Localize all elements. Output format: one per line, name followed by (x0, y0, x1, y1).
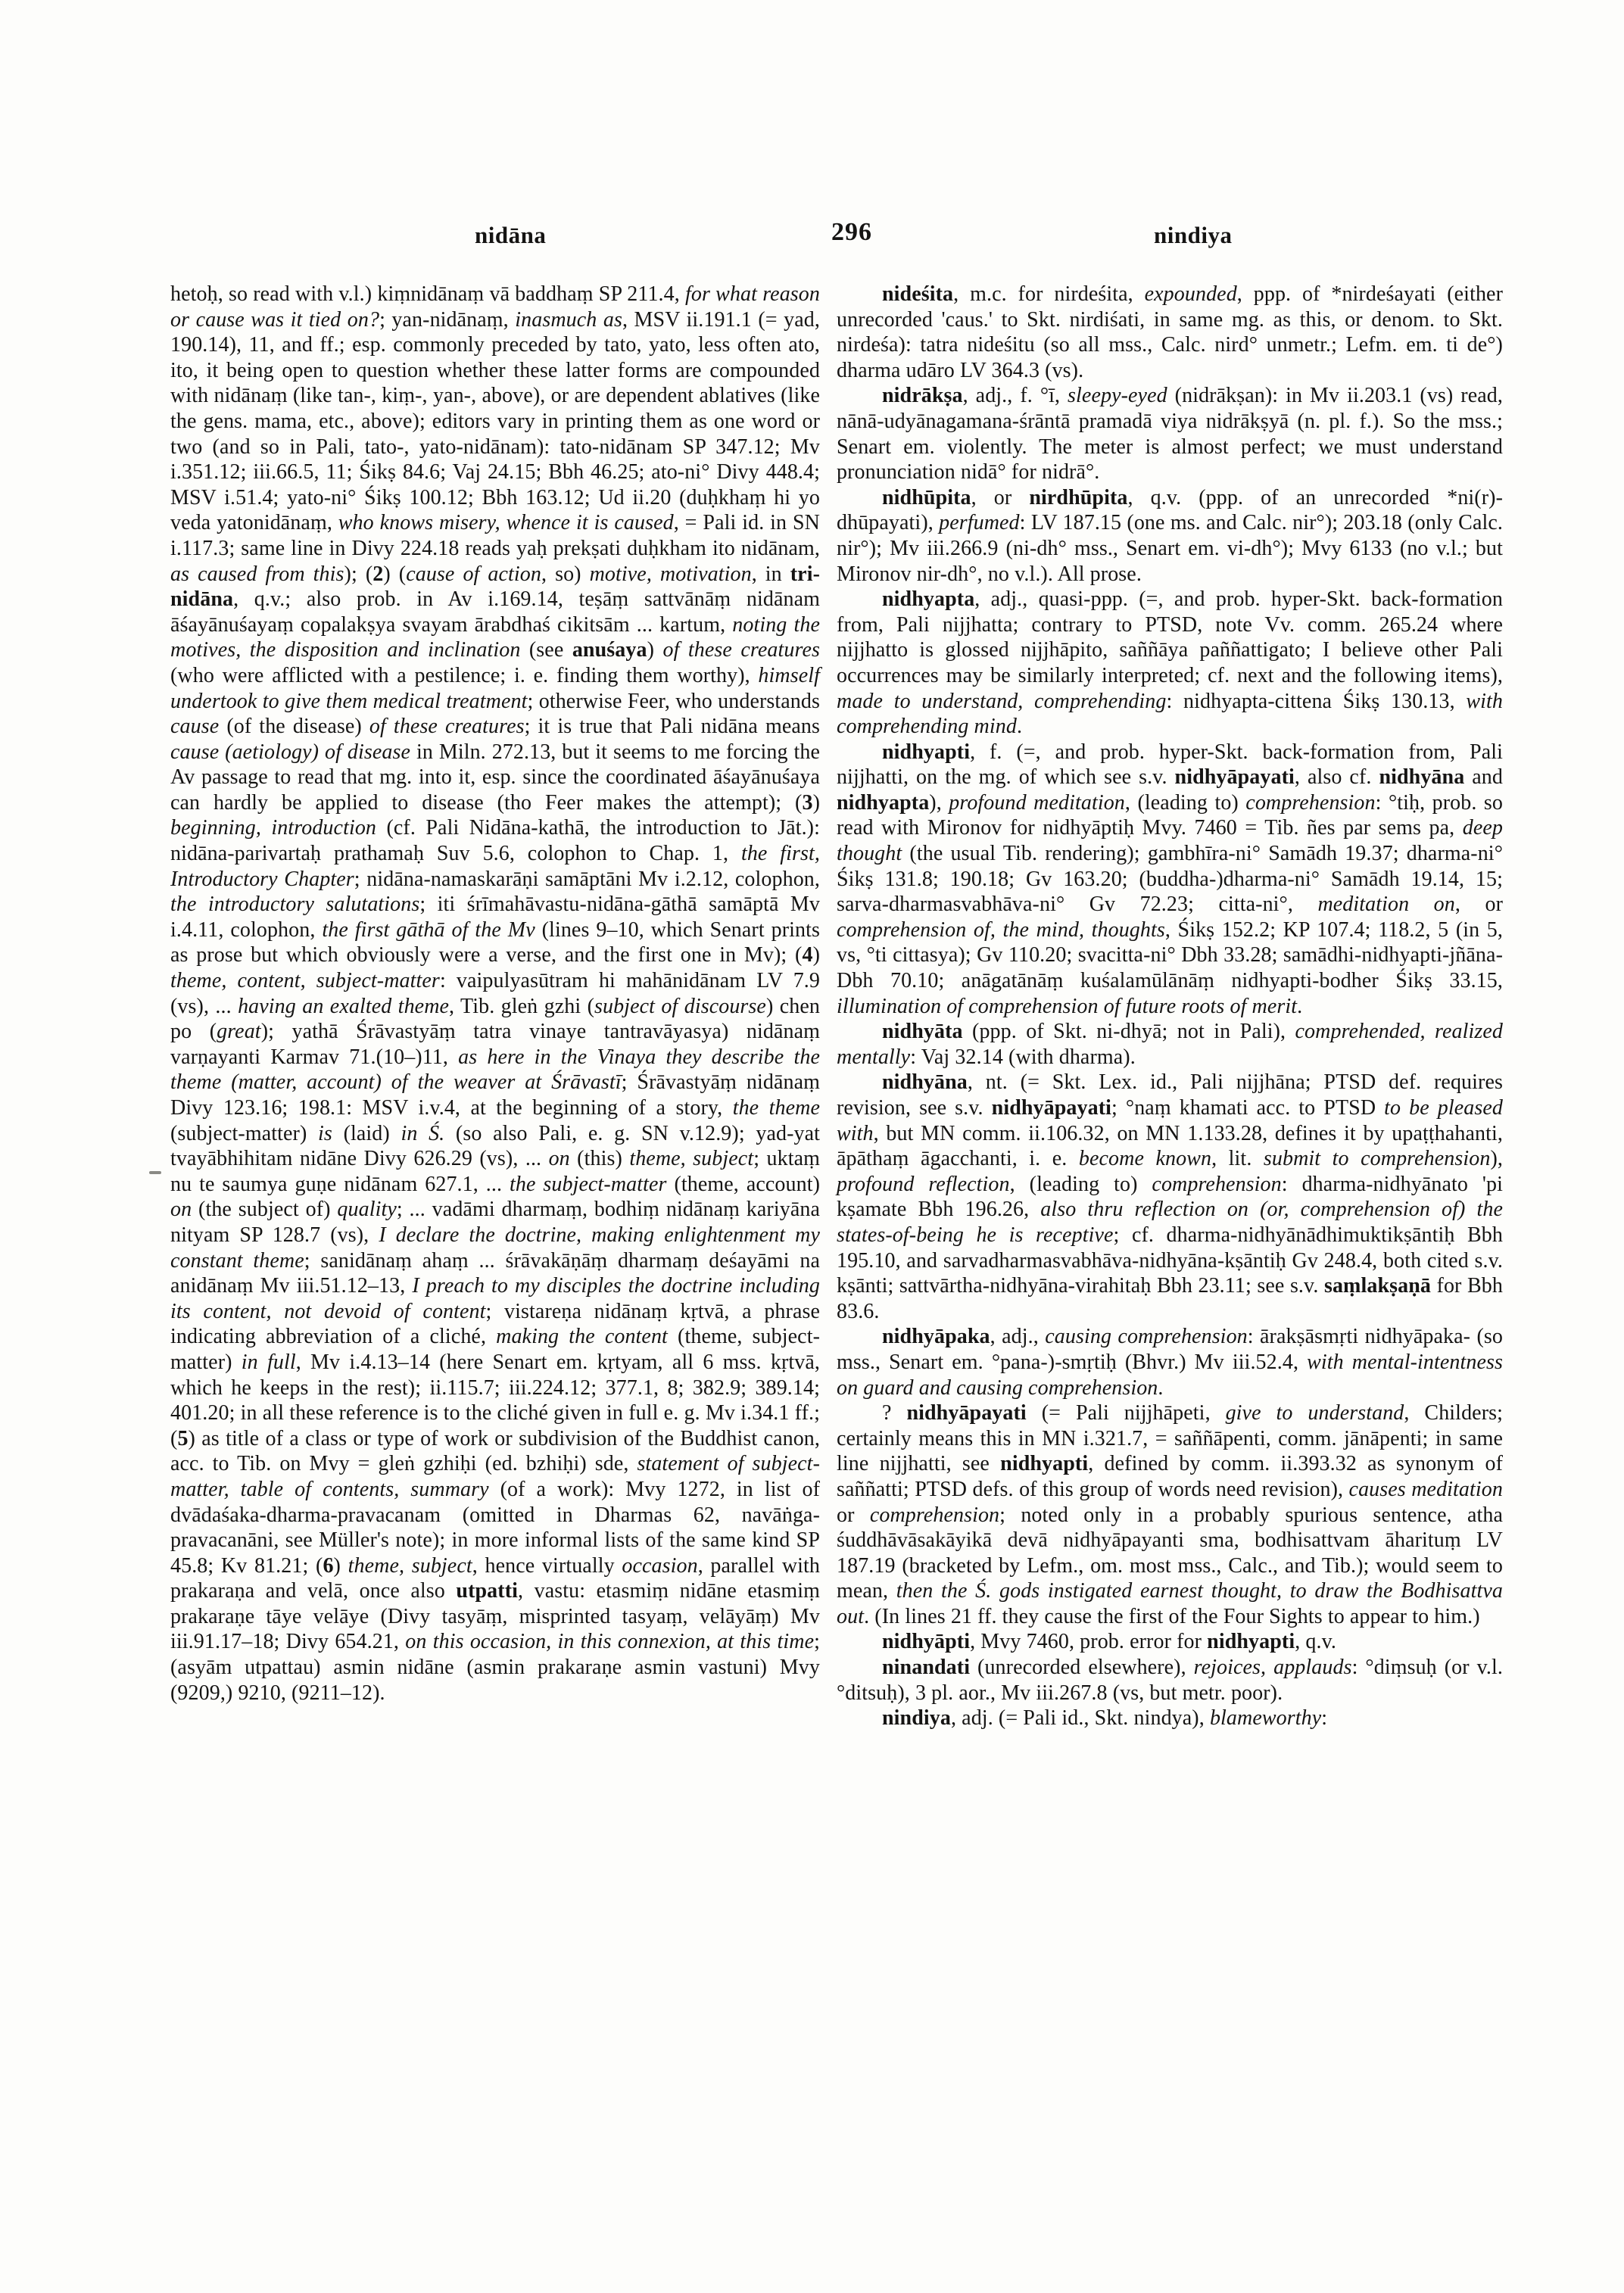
text-run: : dharma-nidhyānato 'pi kṣamate Bbh 196.26, (837, 1172, 1504, 1222)
text-run: ; otherwise Feer, who understands (527, 689, 821, 713)
text-run: : Vaj 32.14 (with dharma). (910, 1045, 1136, 1069)
text-run: , ppp. of *nirdeśayati (either unrecorded 'caus.' to Skt. nirdiśati, in same mg. as this, or denom. to Skt. nirdeśa): tatra nideśitu (so all mss., Calc. nird° unmetr.; Lefm. em. ti de°) dharma udāro LV 364.3 (vs). (837, 282, 1503, 382)
italic-run: on (170, 1198, 192, 1222)
text-run: ) chen po ( (170, 994, 820, 1044)
italic-run: quality (337, 1198, 397, 1222)
text-run: ); ( (344, 562, 373, 586)
text-run: (the subject of) (192, 1198, 338, 1222)
text-run: ) (647, 638, 663, 662)
text-run: , adj., (990, 1325, 1046, 1349)
text-run: ; sanidānaṃ ahaṃ ... śrāvakāṇāṃ dharmaṃ deśayāmi na anidānaṃ Mv iii.51.12–13, (170, 1248, 820, 1298)
text-run: (unrecorded elsewhere), (970, 1656, 1194, 1680)
left-column (170, 282, 820, 1731)
italic-run: expounded (1144, 282, 1237, 306)
text-run: , q.v. (1295, 1630, 1337, 1654)
text-run: : nidhyapta-cittena Śikṣ 130.13, (1166, 689, 1467, 713)
italic-run: in Ś. (401, 1121, 445, 1145)
italic-run: give to understand (1225, 1401, 1404, 1425)
text-run: ? (882, 1401, 907, 1425)
text-run: . (1158, 1375, 1164, 1400)
text-run: , q.v. (ppp. of an unrecorded *ni(r)-dhūpayati), (837, 485, 1503, 535)
italic-run: statement of subject-matter, table of contents, summary (170, 1452, 820, 1501)
entry-paragraph (837, 1706, 1503, 1731)
text-run: , lit. (1211, 1147, 1264, 1171)
bold-run: nidhyapta (882, 587, 975, 612)
text-run: ; uktaṃ nu te saumya guṇe nidānam 627.1, ... (170, 1147, 820, 1196)
bold-run: nindiya (882, 1706, 951, 1731)
text-run: , m.c. for nirdeśita, (953, 282, 1145, 306)
text-run: ; (asyām utpattau) asmin nidāne (asmin prakaraṇe asmin vastuni) Mvy (9209,) 9210, (9211–12). (170, 1630, 821, 1705)
bold-run: anuśaya (572, 638, 647, 662)
entry-paragraph (837, 1324, 1503, 1400)
italic-run: on (548, 1147, 570, 1171)
bold-run: 5 (177, 1426, 189, 1450)
entry-paragraph (837, 1400, 1503, 1629)
italic-run: the first, Introductory Chapter (170, 842, 821, 891)
italic-run: meditation on (1317, 893, 1455, 917)
entry-paragraph (837, 1629, 1503, 1655)
entry-paragraph (837, 1019, 1503, 1070)
entry-paragraph (837, 740, 1503, 1020)
text-run: ; Śrāvastyāṃ nidānaṃ Divy 123.16; 198.1: MSV i.v.4, at the beginning of a story, (170, 1070, 820, 1120)
text-run: , (leading to) (1124, 790, 1246, 815)
text-run: (see (520, 638, 572, 662)
bold-run: nidhyapti (1000, 1452, 1089, 1476)
bold-run: nidhyāpayati (906, 1401, 1027, 1425)
bold-run: nidhyāna (1379, 765, 1465, 790)
text-run: ; nidāna-namaskarāṇi samāptāni Mv i.2.12, colophon, (354, 867, 820, 891)
text-run: ) (812, 943, 820, 967)
text-run: , (leading to) (1009, 1172, 1152, 1196)
italic-run: occasion (622, 1553, 698, 1578)
italic-run: blameworthy (1209, 1706, 1322, 1731)
italic-run: cause (aetiology) of disease (170, 740, 411, 764)
text-run: , Childers; certainly means this in MN i.321.7, = saññāpenti, comm. jānāpenti; in same line nijjhatti, see (837, 1401, 1503, 1476)
text-run: ; noted only in a probably spurious sentence, atha śuddhāvāsakāyikā devā nidhyāpayanti sma, bodhisattvam āharituṃ LV 187.19 (bracketed by Lefm., om. most mss., Calc., and Tib.); would seem to mean, (837, 1503, 1504, 1603)
text-run: , Mv i.4.13–14 (here Senart em. kṛtyam, all 6 mss. kṛtvā, which he keeps in the rest); ii.115.7; iii.224.12; 377.1, 8; 382.9; 389.14; 401.20; in all these reference is to the cliché given in full e. g. Mv i.34.1 ff.; ( (170, 1350, 820, 1450)
text-run: (laid) (332, 1121, 401, 1145)
italic-run: with comprehending mind (837, 689, 1503, 739)
italic-run: I preach to my disciples the doctrine including its content, not devoid of content (170, 1274, 820, 1323)
text-run: for Bbh 83.6. (837, 1274, 1503, 1323)
bold-run: nidhyāpti (882, 1630, 971, 1654)
text-run: (subject-matter) (170, 1121, 319, 1145)
text-run: ) ( (383, 562, 407, 586)
italic-run: profound reflection (837, 1172, 1010, 1196)
bold-run: nidhyapti (1207, 1630, 1295, 1654)
right-column (837, 282, 1503, 1731)
italic-run: beginning, introduction (170, 816, 377, 840)
italic-run: is (318, 1121, 332, 1145)
text-run: ; °naṃ khamati acc. to PTSD (1111, 1096, 1385, 1120)
text-run: (this) (569, 1147, 630, 1171)
text-run: (so also Pali, e. g. SN v.12.9); yad-yat tvayābhihitam nidāne Divy 626.29 (vs), ... (170, 1121, 821, 1171)
italic-run: comprehension (1152, 1172, 1282, 1196)
text-run: (who were afflicted with a pestilence; i. e. finding them worthy), (170, 663, 759, 687)
entry-paragraph (837, 282, 1503, 383)
text-run: and (1464, 765, 1503, 790)
text-run: (= Pali nijjhāpeti, (1026, 1401, 1226, 1425)
bold-run: nidhyapti (882, 740, 971, 764)
text-run: ; cf. dharma-nidhyānādhimuktikṣāntiḥ Bbh 195.10, and sarvadharmasvabhāva-nidhyāna-kṣāntiḥ Gv 248.4, both cited s.v. kṣānti; sattvārtha-nidhyāna-virahitaḥ Bbh 23.11; see s.v. (837, 1223, 1503, 1298)
italic-run: of these creatures (662, 638, 820, 662)
text-run: , nt. (= Skt. Lex. id., Pali nijjhāna; PTSD def. requires revision, see s.v. (837, 1070, 1503, 1120)
text-run: , MSV ii.191.1 (= yad, 190.14), 11, and ff.; esp. commonly preceded by tato, yato, less often ato, ito, it being open to question whether these latter forms are compounded with nidānaṃ (like tan-, kiṃ-, yan-, above), or are dependent ablatives (like the gens. mama, etc., above); editors vary in printing them as one word or two (and so in Pali, tato-, yato-nidānam): tato-nidānam SP 347.12; Mv i.351.12; iii.66.5, 11; Śikṣ 84.6; Vaj 24.15; Bbh 46.25; ato-ni° Divy 448.4; MSV i.51.4; yato-ni° Śikṣ 100.12; Bbh 163.12; Ud ii.20 (duḥkhaṃ hi yo veda yatonidānaṃ, (170, 307, 820, 535)
italic-run: of these creatures (369, 715, 525, 739)
italic-run: profound meditation (949, 790, 1125, 815)
text-run: , Mvy 7460, prob. error for (970, 1630, 1208, 1654)
italic-run: who knows misery, whence it is caused (338, 511, 674, 535)
italic-run: deep thought (837, 816, 1503, 866)
entry-paragraph (837, 485, 1503, 587)
italic-run: noting the motives, the disposition and inclination (170, 612, 820, 662)
dictionary-text (170, 282, 1503, 1731)
italic-run: as here in the Vinaya they describe the theme (matter, account) of the weaver at Śrāvastī (170, 1045, 820, 1095)
text-run: , f. (=, and prob. hyper-Skt. back-formation from, Pali nijjhatti, on the mg. of which see s.v. (837, 740, 1503, 790)
bold-run: nidhūpita (882, 485, 971, 509)
italic-run: cause of action (406, 562, 541, 586)
text-run: ; vistareṇa nidānaṃ kṛtvā, a phrase indicating abbreviation of a cliché, (170, 1299, 820, 1349)
bold-run: nidhyāpayati (1174, 765, 1295, 790)
italic-run: to be pleased with (837, 1096, 1503, 1145)
text-run: : LV 187.15 (one ms. and Calc. nir°); 203.18 (only Calc. nir°); Mv iii.266.9 (ni-dh° mss., Senart em. vi-dh°); Mvy 6133 (no v.l.; but Mironov nir-dh°, no v.l.). All prose. (837, 511, 1503, 586)
text-run: , hence virtually (472, 1553, 622, 1578)
italic-run: himself undertook to give them medical treatment (170, 663, 820, 713)
bold-run: nidrākṣa (882, 384, 963, 408)
italic-run: sleepy-eyed (1068, 384, 1167, 408)
text-run: , or (971, 485, 1030, 509)
bold-run: nidhyāna (882, 1070, 968, 1095)
italic-run: theme, subject (348, 1553, 472, 1578)
running-head (0, 0, 1624, 273)
bold-run: saṃlakṣaṇā (1323, 1274, 1431, 1298)
italic-run: made to understand, comprehending (837, 689, 1167, 713)
text-run: (ppp. of Skt. ni-dhyā; not in Pali), (962, 1020, 1295, 1044)
text-run: ), (1490, 1147, 1503, 1171)
text-run: (of a work): Mvy 1272, in list of dvādaśaka-dharma-pravacanam (omitted in Dharmas 62, navāṅga-pravacanāni, see Müller's note); in more informal lists of the same kind SP 45.8; Kv 81.21; ( (170, 1477, 820, 1578)
text-run: (theme, account) (666, 1172, 820, 1196)
running-head-left-headword: nidāna (475, 222, 547, 248)
italic-run: comprehended, realized mentally (837, 1020, 1503, 1069)
italic-run: the first gāthā of the Mv (322, 918, 535, 942)
text-run: , adj. (= Pali id., Skt. nindya), (950, 1706, 1210, 1731)
margin-mark (149, 1171, 161, 1174)
italic-run: for what reason or cause was it tied on? (170, 282, 820, 332)
text-run: ; ... vadāmi dharmaṃ, bodhiṃ nidānaṃ kariyāna nityam SP 128.7 (vs), (170, 1198, 820, 1247)
entry-paragraph (837, 587, 1503, 740)
italic-run: perfumed (939, 511, 1020, 535)
italic-run: subject of discourse (594, 994, 766, 1018)
text-run: : °tiḥ, prob. so read with Mironov for nidhyāptiḥ Mvy. 7460 = Tib. ñes par sems pa, (837, 790, 1504, 840)
bold-run: nidhyāta (882, 1020, 963, 1044)
text-run: , parallel with prakaraṇa and velā, once also (170, 1553, 820, 1603)
text-run: ); yathā Śrāvastyāṃ tatra vinaye tantravāyasya) nidānaṃ varṇayanti Karmav 71.(10–)11, (170, 1020, 820, 1069)
italic-run: great (217, 1020, 261, 1044)
running-head-right-headword: nindiya (1154, 222, 1233, 248)
text-run: , defined by comm. ii.393.32 as synonym of saññatti; PTSD defs. of this group of words need revision), (837, 1452, 1503, 1501)
italic-run: also thru reflection on (or, comprehension of) the states-of-being he is receptive (837, 1198, 1503, 1247)
italic-run: as caused from this (170, 562, 344, 586)
italic-run: illumination of comprehension of future roots of merit (837, 994, 1298, 1018)
italic-run: the introductory salutations (170, 893, 420, 917)
text-run: (nidrākṣan): in Mv ii.203.1 (vs) read, nānā-udyānagamana-śrāntā pramadā viya nidrākṣyā (n. pl. f.). So the mss.; Senart em. violently. The meter is almost perfect; we must understand pronunciation nidā° for nidrā°. (837, 384, 1503, 484)
page-number: 296 (831, 218, 872, 246)
text-run: ) as title of a class or type of work or subdivision of the Buddhist canon, acc. to Tib. on Mvy = gleṅ gzhiḥi (ed. bzhiḥi) sde, (170, 1426, 820, 1476)
text-run: hetoḥ, so read with v.l.) kiṃnidānaṃ vā baddhaṃ SP 211.4, (170, 282, 686, 306)
text-run: (lines 9–10, which Senart prints as prose but which obviously were a verse, and the first one in Mv); ( (170, 918, 820, 967)
italic-run: causing comprehension (1045, 1325, 1248, 1349)
text-run: , q.v.; also prob. in Av i.169.14, teṣāṃ sattvānāṃ nidānam āśayānuśayaṃ copalakṣya svayam ārabdhaś cikitsām ... kartum, (170, 587, 820, 637)
italic-run: with mental-intentness on guard and causing comprehension (837, 1350, 1503, 1400)
text-run: , but MN comm. ii.106.32, on MN 1.133.28, defines it by upaṭṭhahanti, āpāthaṃ āgacchanti, i. e. (837, 1121, 1503, 1171)
italic-run: theme, subject (629, 1147, 754, 1171)
text-run: ) (333, 1553, 348, 1578)
italic-run: then the Ś. gods instigated earnest thought, to draw the Bodhisattva out (837, 1579, 1503, 1628)
text-run: ; iti śrīmahāvastu-nidāna-gāthā samāptā Mv i.4.11, colophon, (170, 893, 820, 942)
italic-run: the theme (732, 1096, 820, 1120)
bold-run: utpatti (456, 1579, 519, 1603)
text-run: : vaipulyasūtram hi mahānidānam LV 7.9 (vs), ... (170, 969, 821, 1018)
bold-run: 4 (802, 943, 813, 967)
italic-run: in full (241, 1350, 296, 1374)
text-run: ) (812, 790, 820, 815)
text-run: or (837, 1503, 870, 1527)
text-run: (theme, subject-matter) (170, 1325, 820, 1374)
text-run: . (1297, 994, 1303, 1018)
italic-run: inasmuch as (515, 307, 622, 332)
italic-run: become known (1078, 1147, 1212, 1171)
text-run: , also cf. (1294, 765, 1379, 790)
text-run: , so) (541, 562, 590, 586)
bold-run: nidhyāpayati (991, 1096, 1112, 1120)
italic-run: the subject-matter (509, 1172, 667, 1196)
italic-run: on this occasion, in this connexion, at this time (405, 1630, 815, 1654)
bold-run: 2 (372, 562, 384, 586)
text-run: : ārakṣāsmṛti nidhyāpaka- (so mss., Senart em. °pana-)-smṛtiḥ (Bhvr.) Mv iii.52.4, (837, 1325, 1503, 1374)
bold-run: 3 (802, 790, 813, 815)
text-run: (cf. Pali Nidāna-kathā, the introduction to Jāt.): nidāna-parivartaḥ prathamaḥ Suv 5.6, colophon to Chap. 1, (170, 816, 820, 866)
text-run: , or (1454, 893, 1503, 917)
bold-run: 6 (323, 1553, 334, 1578)
text-run: , Śikṣ 152.2; KP 107.4; 118.2, 5 (in 5, vs, °ti cittasya); Gv 110.20; svacitta-ni° Dbh 33.28; samādhi-nidhyapti-jñāna- Dbh 70.10; anāgatānāṃ kuśalamūlānāṃ nidhyapti-bodher Śikṣ 33.15, (837, 918, 1503, 993)
italic-run: rejoices, applauds (1193, 1656, 1352, 1680)
text-run: ; yan-nidānaṃ, (379, 307, 516, 332)
italic-run: I declare the doctrine, making enlightenment my constant theme (170, 1223, 820, 1273)
text-run: , Tib. gleṅ gzhi ( (449, 994, 595, 1018)
italic-run: making the content (496, 1325, 668, 1349)
italic-run: motive, motivation (589, 562, 752, 586)
text-run: in Miln. 272.13, but it seems to me forcing the Av passage to read that mg. into it, esp. since the coordinated āśayānuśaya can hardly be applied to disease (tho Feer makes the attempt); ( (170, 740, 820, 815)
text-run: , adj., quasi-ppp. (=, and prob. hyper-Skt. back-formation from, Pali nijjhatta; contrary to PTSD, note Vv. comm. 265.24 where nijjhatto is glossed nijjhāpito, saññāya paññattigato; I believe other Pali occurrences may be similarly interpreted; cf. next and the following items), (837, 587, 1503, 687)
text-run: (the usual Tib. rendering); gambhīra-ni° Samādh 19.37; dharma-ni° Śikṣ 131.8; 190.18; Gv 163.20; (buddha-)dharma-ni° Samādh 19.14, 15; sarva-dharmasvabhāva-ni° Gv 72.23; citta-ni°, (837, 842, 1503, 917)
bold-run: ninandati (882, 1656, 971, 1680)
text-run: , adj., f. °ī, (962, 384, 1068, 408)
bold-run: nirdhūpita (1029, 485, 1128, 509)
italic-run: comprehension (869, 1503, 1000, 1527)
italic-run: theme, content, subject-matter (170, 969, 440, 993)
text-run: . (In lines 21 ff. they cause the first of the Four Sights to appear to him.) (864, 1604, 1480, 1628)
text-run: , = Pali id. in SN i.117.3; same line in Divy 224.18 reads yaḥ prekṣati duḥkham ito nidānam, (170, 511, 820, 560)
entry-paragraph (837, 383, 1503, 484)
italic-run: submit to comprehension (1263, 1147, 1491, 1171)
entry-paragraph (170, 282, 820, 1706)
text-run: , vastu: etasmiṃ nidāne etasmiṃ prakaraṇe tāye velāye (Divy tasyāṃ, misprinted tasyaṃ, velāyāṃ) Mv iii.91.17–18; Divy 654.21, (170, 1579, 820, 1654)
entry-paragraph (837, 1655, 1503, 1706)
text-run: . (1016, 715, 1023, 739)
text-run: : °diṃsuḥ (or v.l. °ditsuḥ), 3 pl. aor., Mv iii.267.8 (vs, but metr. poor). (837, 1656, 1503, 1705)
italic-run: having an exalted theme (238, 994, 450, 1018)
italic-run: comprehension of, the mind, thoughts (837, 918, 1165, 942)
entry-paragraph (837, 1070, 1503, 1324)
text-run: ), (929, 790, 949, 815)
text-run: ; it is true that Pali nidāna means (524, 715, 820, 739)
italic-run: comprehension (1245, 790, 1376, 815)
bold-run: nidhyāpaka (882, 1325, 990, 1349)
italic-run: causes meditation (1348, 1477, 1503, 1501)
text-run: : (1321, 1706, 1328, 1731)
text-run: , in (751, 562, 790, 586)
bold-run: nideśita (882, 282, 954, 306)
text-run: (of the disease) (219, 715, 369, 739)
bold-run: tri-nidāna (170, 562, 821, 612)
italic-run: cause (170, 715, 220, 739)
bold-run: nidhyapta (837, 790, 930, 815)
